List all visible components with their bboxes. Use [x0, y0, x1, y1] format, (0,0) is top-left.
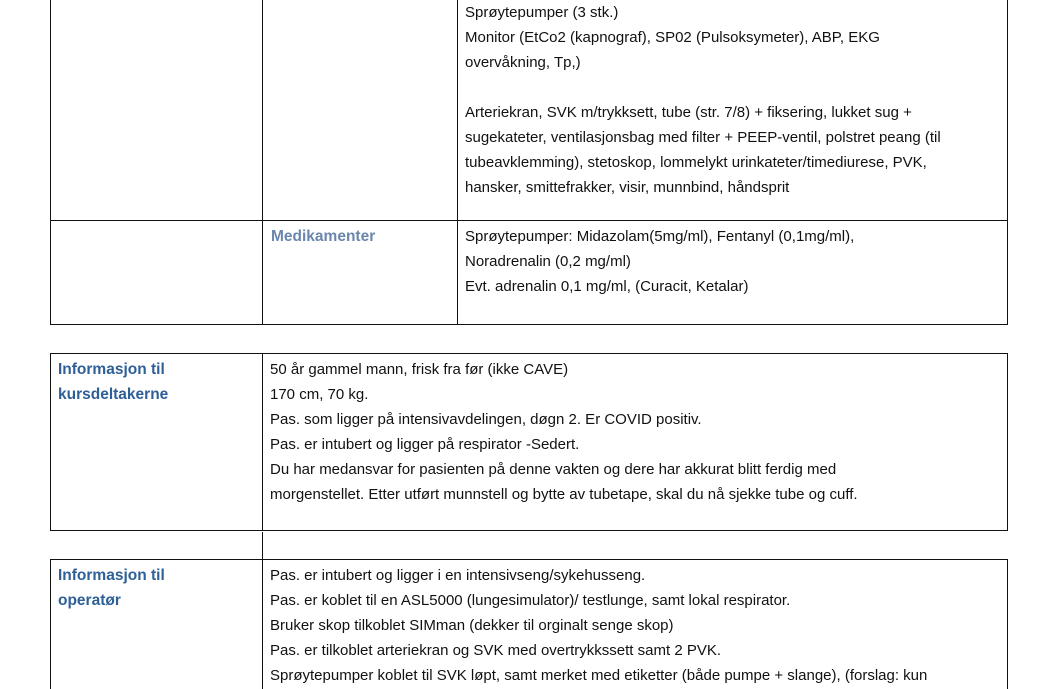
text-line: Noradrenalin (0,2 mg/ml) [465, 253, 631, 270]
operator-info-header [58, 563, 165, 613]
header-line: Informasjon til [58, 567, 165, 584]
participant-info-cell [270, 357, 858, 507]
text-line: morgenstellet. Etter utført munnstell og bytte av tubetape, skal du nå sjekke tube og cuff. [270, 486, 858, 503]
text-line: Sprøytepumper: Midazolam(5mg/ml), Fentanyl (0,1mg/ml), [465, 228, 855, 245]
header-line: Informasjon til [58, 361, 165, 378]
equipment-cell [465, 0, 941, 200]
medications-cell [465, 224, 854, 299]
text-line: hansker, smittefrakker, visir, munnbind, håndsprit [465, 179, 790, 196]
text-line: Pas. er intubert og ligger på respirator -Sedert. [270, 436, 580, 453]
column-divider [457, 0, 458, 324]
text-line: 170 cm, 70 kg. [270, 386, 369, 403]
column-divider [262, 532, 263, 689]
header-line: operatør [58, 592, 121, 609]
text-line: overvåkning, Tp,) [465, 54, 581, 71]
text-line: tubeavklemming), stetoskop, lommelykt urinkateter/timediurese, PVK, [465, 154, 927, 171]
text-line: Monitor (EtCo2 (kapnograf), SP02 (Pulsoksymeter), ABP, EKG [465, 29, 880, 46]
text-line: Pas. er tilkoblet arteriekran og SVK med overtrykkssett samt 2 PVK. [270, 642, 722, 659]
column-divider [262, 354, 263, 530]
text-line: Bruker skop tilkoblet SIMman (dekker til orginalt senge skop) [270, 617, 674, 634]
text-line: 50 år gammel mann, frisk fra før (ikke CAVE) [270, 361, 569, 378]
text-line: sugekateter, ventilasjonsbag med filter + PEEP-ventil, polstret peang (til [465, 129, 941, 146]
text-line: Sprøytepumper (3 stk.) [465, 4, 619, 21]
text-line: Du har medansvar for pasienten på denne vakten og dere har akkurat blitt ferdig med [270, 461, 837, 478]
row-divider [51, 220, 1007, 221]
text-line: Pas. som ligger på intensivavdelingen, døgn 2. Er COVID positiv. [270, 411, 702, 428]
operator-info-cell [270, 563, 927, 688]
header-line: kursdeltakerne [58, 386, 169, 403]
text-line: Pas. er koblet til en ASL5000 (lungesimulator)/ testlunge, samt lokal respirator. [270, 592, 791, 609]
text-line: Evt. adrenalin 0,1 mg/ml, (Curacit, Ketalar) [465, 278, 749, 295]
equipment-table [50, 0, 1008, 325]
operator-info-table [50, 559, 1008, 689]
participant-info-header [58, 357, 168, 407]
text-line: Sprøytepumper koblet til SVK løpt, samt merket med etiketter (både pumpe + slange), (forslag: kun [270, 667, 928, 684]
text-line: Pas. er intubert og ligger i en intensivseng/sykehusseng. [270, 567, 646, 584]
text-line: Arteriekran, SVK m/trykksett, tube (str. 7/8) + fiksering, lukket sug + [465, 104, 912, 121]
column-divider [262, 0, 263, 324]
participant-info-table [50, 353, 1008, 531]
medications-header: Medikamenter [271, 228, 376, 245]
